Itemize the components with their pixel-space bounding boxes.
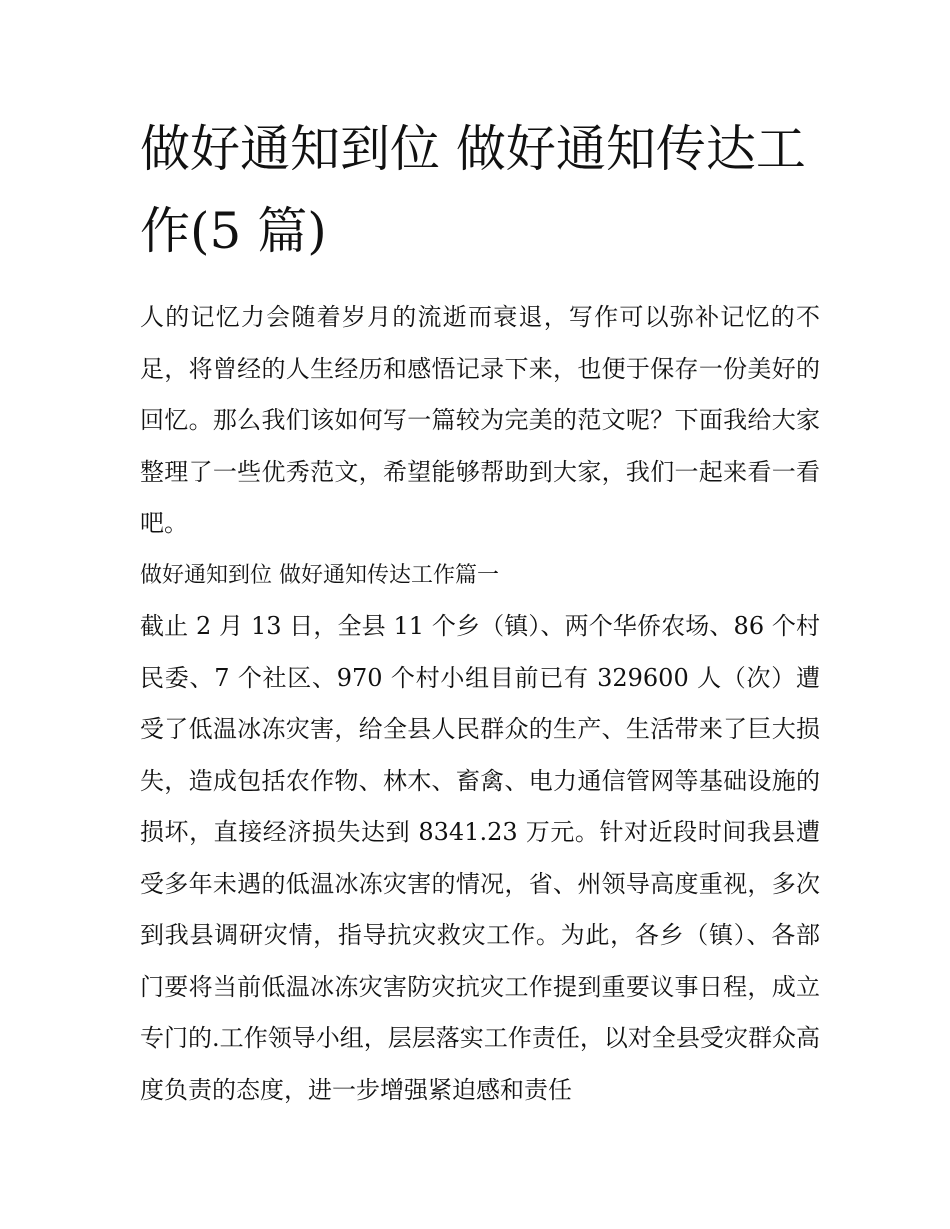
section-title: 做好通知到位 做好通知传达工作篇一 [140, 562, 499, 588]
section-body-paragraph: 截止 2 月 13 日，全县 11 个乡（镇）、两个华侨农场、86 个村民委、7 个社区、970 个村小组目前已有 329600 人（次）遭受了低温冰冻灾害，给全县人民群众的生产、生活带来了巨大损失，造成包括农作物、林木、畜禽、电力通信管网等基础设施的损坏，直接经济损失达到 8341.23 万元。针对近段时间我县遭受多年未遇的低温冰冻灾害的情况，省、州领导高度重视，多次到我县调研灾情，指导抗灾救灾工作。为此，各乡（镇）、各部门要将当前低温冰冻灾害防灾抗灾工作提到重要议事日程，成立专门的.工作领导小组，层层落实工作责任，以对全县受灾群众高度负责的态度，进一步增强紧迫感和责任 [140, 612, 820, 1104]
document-title: 做好通知到位 做好通知传达工作(5 篇) [140, 120, 806, 260]
document-page [140, 108, 820, 1116]
intro-paragraph: 人的记忆力会随着岁月的流逝而衰退，写作可以弥补记忆的不足，将曾经的人生经历和感悟记录下来，也便于保存一份美好的回忆。那么我们该如何写一篇较为完美的范文呢？下面我给大家整理了一些优秀范文，希望能够帮助到大家，我们一起来看一看吧。 [140, 303, 820, 537]
